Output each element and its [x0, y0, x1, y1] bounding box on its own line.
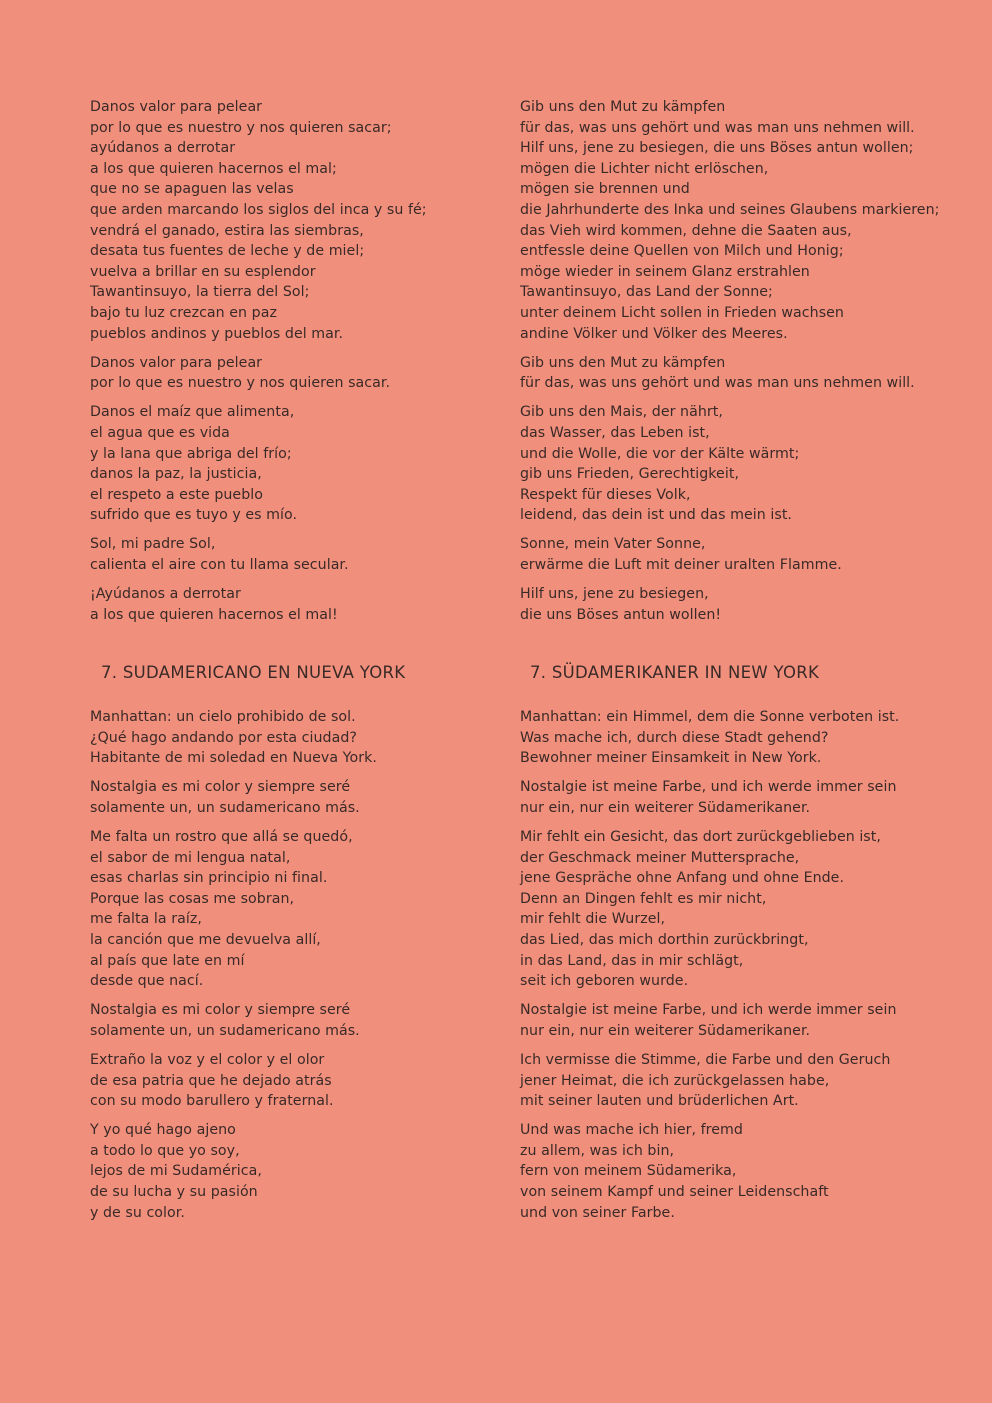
- lyric-line: el agua que es vida: [90, 424, 230, 441]
- lyric-line: Bewohner meiner Einsamkeit in New York.: [520, 750, 822, 767]
- lyric-line: mit seiner lauten und brüderlichen Art.: [520, 1093, 799, 1110]
- stanza: [90, 1000, 490, 1041]
- lyric-line: erwärme die Luft mit deiner uralten Flamme.: [520, 556, 842, 573]
- lyric-line: möge wieder in seinem Glanz erstrahlen: [520, 263, 810, 280]
- lyric-line: jener Heimat, die ich zurückgelassen habe,: [520, 1072, 830, 1089]
- lyric-line: Manhattan: ein Himmel, dem die Sonne verboten ist.: [520, 709, 900, 725]
- stanza: [520, 402, 980, 526]
- lyric-line: y de su color.: [90, 1204, 185, 1221]
- lyric-line: zu allem, was ich bin,: [520, 1142, 675, 1159]
- lyric-line: Hilf uns, jene zu besiegen,: [520, 586, 709, 603]
- lyric-line: und von seiner Farbe.: [520, 1204, 675, 1221]
- lyric-line: de su lucha y su pasión: [90, 1183, 258, 1200]
- lyric-line: gib uns Frieden, Gerechtigkeit,: [520, 466, 740, 483]
- stanza: [90, 584, 490, 625]
- stanza: [90, 353, 490, 394]
- stanza: [90, 777, 490, 818]
- lyric-line: que arden marcando los siglos del inca y su fé;: [90, 201, 427, 218]
- stanza: [520, 353, 980, 394]
- stanza: [520, 827, 980, 992]
- stanza: [90, 534, 490, 575]
- lyric-line: Nostalgie ist meine Farbe, und ich werde immer sein: [520, 779, 897, 796]
- lyric-line: Tawantinsuyo, la tierra del Sol;: [90, 284, 310, 301]
- lyric-line: entfessle deine Quellen von Milch und Honig;: [520, 243, 844, 260]
- lyric-line: das Vieh wird kommen, dehne die Saaten aus,: [520, 222, 852, 239]
- lyric-line: la canción que me devuelva allí,: [90, 931, 321, 948]
- lyric-line: vuelva a brillar en su esplendor: [90, 263, 316, 280]
- lyric-line: lejos de mi Sudamérica,: [90, 1163, 262, 1180]
- lyric-line: in das Land, das in mir schlägt,: [520, 952, 744, 969]
- lyrics-german-top: [520, 97, 980, 634]
- stanza: [520, 584, 980, 625]
- lyric-line: der Geschmack meiner Muttersprache,: [520, 849, 800, 866]
- lyric-line: por lo que es nuestro y nos quieren sacar;: [90, 119, 392, 136]
- lyric-line: al país que late en mí: [90, 952, 245, 969]
- lyric-line: Tawantinsuyo, das Land der Sonne;: [520, 284, 773, 301]
- lyric-line: Respekt für dieses Volk,: [520, 486, 691, 503]
- lyric-line: Danos el maíz que alimenta,: [90, 404, 295, 421]
- lyric-line: ayúdanos a derrotar: [90, 140, 236, 157]
- lyrics-german-bottom: [520, 707, 980, 1232]
- lyric-line: Y yo qué hago ajeno: [90, 1122, 236, 1139]
- lyric-line: Ich vermisse die Stimme, die Farbe und den Geruch: [520, 1051, 891, 1068]
- stanza: [90, 1050, 490, 1112]
- lyric-line: pueblos andinos y pueblos del mar.: [90, 325, 344, 342]
- lyric-line: Und was mache ich hier, fremd: [520, 1122, 743, 1139]
- lyric-line: das Wasser, das Leben ist,: [520, 424, 710, 441]
- lyric-line: Nostalgia es mi color y siempre seré: [90, 779, 351, 796]
- lyric-line: die Jahrhunderte des Inka und seines Glaubens markieren;: [520, 201, 940, 218]
- lyric-line: que no se apaguen las velas: [90, 181, 294, 198]
- stanza: [520, 707, 980, 769]
- stanza: [520, 534, 980, 575]
- lyric-line: a todo lo que yo soy,: [90, 1142, 240, 1159]
- lyric-line: solamente un, un sudamericano más.: [90, 799, 360, 816]
- lyric-line: y la lana que abriga del frío;: [90, 445, 292, 462]
- lyric-line: vendrá el ganado, estira las siembras,: [90, 222, 364, 239]
- lyric-line: ¡Ayúdanos a derrotar: [90, 586, 241, 603]
- lyric-line: seit ich geboren wurde.: [520, 973, 689, 990]
- lyric-line: Gib uns den Mais, der nährt,: [520, 404, 723, 421]
- lyric-line: bajo tu luz crezcan en paz: [90, 304, 277, 321]
- lyric-line: desata tus fuentes de leche y de miel;: [90, 243, 365, 260]
- lyric-line: el respeto a este pueblo: [90, 486, 263, 503]
- lyric-line: nur ein, nur ein weiterer Südamerikaner.: [520, 799, 811, 816]
- lyric-line: solamente un, un sudamericano más.: [90, 1022, 360, 1039]
- lyric-line: de esa patria que he dejado atrás: [90, 1072, 332, 1089]
- lyric-line: mögen sie brennen und: [520, 181, 690, 198]
- lyric-line: Nostalgia es mi color y siempre seré: [90, 1002, 351, 1019]
- lyric-line: für das, was uns gehört und was man uns nehmen will.: [520, 375, 915, 392]
- stanza: [90, 827, 490, 992]
- lyric-line: mögen die Lichter nicht erlöschen,: [520, 160, 769, 177]
- stanza: [520, 1120, 980, 1223]
- lyric-line: Manhattan: un cielo prohibido de sol.: [90, 709, 356, 725]
- lyric-line: nur ein, nur ein weiterer Südamerikaner.: [520, 1022, 811, 1039]
- lyric-line: das Lied, das mich dorthin zurückbringt,: [520, 931, 809, 948]
- stanza: [520, 1050, 980, 1112]
- lyric-line: Gib uns den Mut zu kämpfen: [520, 354, 726, 371]
- stanza: [520, 1000, 980, 1041]
- lyric-line: leidend, das dein ist und das mein ist.: [520, 507, 792, 524]
- lyric-line: Danos valor para pelear: [90, 99, 263, 115]
- lyric-line: Gib uns den Mut zu kämpfen: [520, 99, 726, 115]
- lyric-line: Habitante de mi soledad en Nueva York.: [90, 750, 377, 767]
- stanza: [90, 1120, 490, 1223]
- lyric-line: Sonne, mein Vater Sonne,: [520, 536, 706, 553]
- lyric-line: Danos valor para pelear: [90, 354, 263, 371]
- lyric-line: unter deinem Licht sollen in Frieden wachsen: [520, 304, 844, 321]
- lyric-line: Porque las cosas me sobran,: [90, 890, 295, 907]
- lyric-line: desde que nací.: [90, 973, 204, 990]
- lyric-line: fern von meinem Südamerika,: [520, 1163, 737, 1180]
- lyric-line: a los que quieren hacernos el mal!: [90, 606, 338, 623]
- lyric-line: Denn an Dingen fehlt es mir nicht,: [520, 890, 767, 907]
- stanza: [520, 777, 980, 818]
- lyric-line: danos la paz, la justicia,: [90, 466, 262, 483]
- song-heading-spanish: 7. SUDAMERICANO EN NUEVA YORK: [101, 663, 406, 682]
- lyric-line: Me falta un rostro que allá se quedó,: [90, 828, 353, 845]
- stanza: [90, 97, 490, 344]
- lyric-line: Mir fehlt ein Gesicht, das dort zurückgeblieben ist,: [520, 828, 881, 845]
- lyric-line: calienta el aire con tu llama secular.: [90, 556, 349, 573]
- lyric-line: me falta la raíz,: [90, 911, 202, 928]
- lyric-line: für das, was uns gehört und was man uns nehmen will.: [520, 119, 915, 136]
- lyrics-spanish-top: [90, 97, 490, 634]
- lyric-line: sufrido que es tuyo y es mío.: [90, 507, 298, 524]
- lyric-line: und die Wolle, die vor der Kälte wärmt;: [520, 445, 800, 462]
- lyric-line: con su modo barullero y fraternal.: [90, 1093, 334, 1110]
- song-heading-german: 7. SÜDAMERIKANER IN NEW YORK: [530, 663, 820, 682]
- lyric-line: Sol, mi padre Sol,: [90, 536, 216, 553]
- lyric-line: andine Völker und Völker des Meeres.: [520, 325, 788, 342]
- lyrics-spanish-bottom: [90, 707, 490, 1232]
- lyric-line: mir fehlt die Wurzel,: [520, 911, 666, 928]
- lyric-line: Nostalgie ist meine Farbe, und ich werde immer sein: [520, 1002, 897, 1019]
- lyric-line: ¿Qué hago andando por esta ciudad?: [90, 729, 357, 746]
- lyric-line: von seinem Kampf und seiner Leidenschaft: [520, 1183, 829, 1200]
- lyric-line: Was mache ich, durch diese Stadt gehend?: [520, 729, 829, 746]
- lyric-line: Extraño la voz y el color y el olor: [90, 1051, 325, 1068]
- lyric-line: esas charlas sin principio ni final.: [90, 870, 328, 887]
- stanza: [90, 402, 490, 526]
- lyric-line: el sabor de mi lengua natal,: [90, 849, 291, 866]
- stanza: [90, 707, 490, 769]
- lyric-line: a los que quieren hacernos el mal;: [90, 160, 337, 177]
- lyric-line: die uns Böses antun wollen!: [520, 606, 722, 623]
- stanza: [520, 97, 980, 344]
- lyric-line: jene Gespräche ohne Anfang und ohne Ende.: [520, 870, 845, 887]
- lyric-line: por lo que es nuestro y nos quieren sacar.: [90, 375, 391, 392]
- lyric-line: Hilf uns, jene zu besiegen, die uns Böses antun wollen;: [520, 140, 914, 157]
